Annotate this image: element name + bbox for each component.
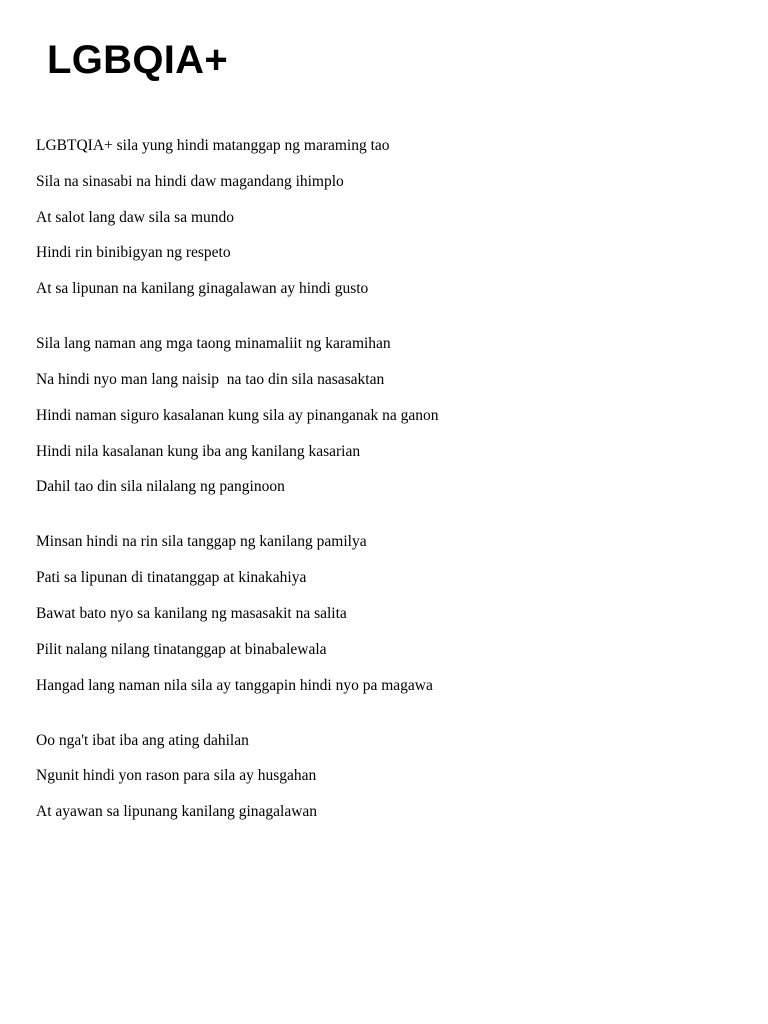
poem-line: Dahil tao din sila nilalang ng panginoon (36, 478, 285, 496)
poem-line: Hindi naman siguro kasalanan kung sila ay pinanganak na ganon (36, 406, 439, 424)
poem-line: Minsan hindi na rin sila tanggap ng kanilang pamilya (36, 533, 367, 551)
poem-body (36, 136, 736, 857)
stanza-3 (36, 532, 736, 695)
poem-line: At ayawan sa lipunang kanilang ginagalawan (36, 803, 318, 821)
poem-line: Oo nga't ibat iba ang ating dahilan (36, 731, 249, 749)
poem-line: Na hindi nyo man lang naisip na tao din sila nasasaktan (36, 370, 385, 388)
stanza-1 (36, 136, 736, 299)
poem-line: Sila lang naman ang mga taong minamaliit ng karamihan (36, 335, 391, 353)
poem-line: At sa lipunan na kanilang ginagalawan ay hindi gusto (36, 280, 369, 298)
poem-line: Hindi nila kasalanan kung iba ang kanilang kasarian (36, 442, 361, 460)
poem-line: Ngunit hindi yon rason para sila ay husgahan (36, 767, 317, 785)
poem-line: LGBTQIA+ sila yung hindi matanggap ng maraming tao (36, 137, 390, 154)
poem-line: Hindi rin binibigyan ng respeto (36, 244, 231, 262)
document-title: LGBQIA+ (47, 38, 229, 82)
poem-line: Pati sa lipunan di tinatanggap at kinakahiya (36, 569, 307, 587)
poem-line: Hangad lang naman nila sila ay tanggapin hindi nyo pa magawa (36, 676, 433, 694)
stanza-4 (36, 731, 736, 823)
stanza-2 (36, 334, 736, 497)
poem-line: At salot lang daw sila sa mundo (36, 208, 235, 226)
poem-line: Bawat bato nyo sa kanilang ng masasakit na salita (36, 604, 347, 622)
poem-line: Sila na sinasabi na hindi daw magandang ihimplo (36, 172, 344, 190)
poem-line: Pilit nalang nilang tinatanggap at binabalewala (36, 640, 327, 658)
